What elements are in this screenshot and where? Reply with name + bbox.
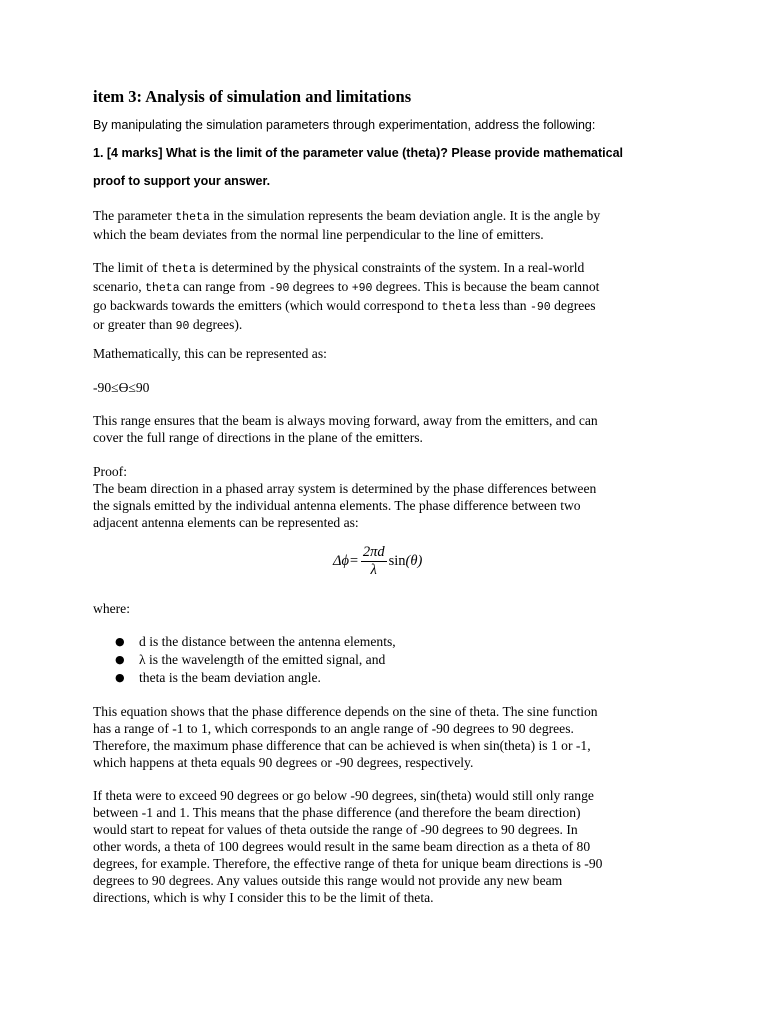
formula-lhs: Δϕ=	[333, 553, 359, 569]
paragraph-theta-definition: The parameter theta in the simulation represents the beam deviation angle. It is the angle by which the beam deviates from the normal line perpendicular to the line of emitters.	[93, 208, 601, 242]
list-item: ● d is the distance between the antenna elements,	[115, 634, 396, 649]
question-line-2: proof to support your answer.	[93, 174, 271, 188]
formula-fraction	[361, 545, 387, 578]
code-minus-90: -90	[529, 301, 551, 314]
code-theta: theta	[161, 263, 196, 276]
paragraph-proof: Proof: The beam direction in a phased array system is determined by the phase differences between the signals emitted by the individual antenna elements. The phase difference between two adjacent antenna elements can be represented as:	[93, 464, 597, 530]
paragraph-mathematically: Mathematically, this can be represented as:	[93, 346, 327, 361]
code-minus-90: -90	[268, 282, 290, 295]
inequality-range: -90≤Ө≤90	[93, 380, 150, 395]
paragraph-range-explanation: This range ensures that the beam is always moving forward, away from the emitters, and can cover the full range of directions in the plane of the emitters.	[93, 413, 598, 445]
section-heading: item 3: Analysis of simulation and limitations	[93, 87, 412, 106]
formula-denominator: λ	[370, 562, 377, 578]
code-theta: theta	[145, 282, 180, 295]
variable-list	[115, 633, 396, 687]
paragraph-conclusion: If theta were to exceed 90 degrees or go below -90 degrees, sin(theta) would still only range between -1 and 1. This means that the phase difference (and therefore the beam direction) would start to repeat for values of theta outside the range of -90 degrees to 90 degrees. In other words, a theta of 100 degrees would result in the same beam direction as a theta of 80 degrees, for example. Therefore, the effective range of theta for unique beam directions is -90 degrees to 90 degrees. Any values outside this range would not provide any new beam directions, which is why I consider this to be the limit of theta.	[93, 788, 603, 905]
formula-arg: (θ)	[405, 553, 423, 569]
instruction-text: By manipulating the simulation parameters through experimentation, address the following:	[93, 118, 596, 132]
paragraph-sine-range: This equation shows that the phase difference depends on the sine of theta. The sine function has a range of -1 to 1, which corresponds to an angle range of -90 degrees to 90 degrees. Therefore, the maximum phase difference that can be achieved is when sin(theta) is 1 or -1, which happens at theta equals 90 degrees or -90 degrees, respectively.	[93, 704, 598, 770]
question-line-1: 1. [4 marks] What is the limit of the parameter value (theta)? Please provide mathematical	[93, 146, 624, 160]
phase-difference-formula	[333, 545, 422, 578]
bullet-icon: ●	[115, 653, 125, 666]
paragraph-theta-limit: The limit of theta is determined by the physical constraints of the system. In a real-world scenario, theta can range from -90 degrees to +90 degrees. This is because the beam cannot go backwards towards the emitters (which would correspond to theta less than -90 degrees or greater than 90 degrees).	[93, 260, 600, 333]
list-item: ● λ is the wavelength of the emitted signal, and	[115, 652, 386, 667]
bullet-icon: ●	[115, 635, 125, 648]
where-label: where:	[93, 601, 130, 616]
code-theta: theta	[175, 211, 210, 224]
code-90: 90	[175, 320, 190, 333]
bullet-icon: ●	[115, 671, 125, 684]
list-item: ● theta is the beam deviation angle.	[115, 670, 321, 685]
code-plus-90: +90	[351, 282, 373, 295]
code-theta: theta	[441, 301, 476, 314]
formula-sin: sin	[388, 553, 406, 569]
formula-numerator: 2πd	[362, 544, 385, 560]
